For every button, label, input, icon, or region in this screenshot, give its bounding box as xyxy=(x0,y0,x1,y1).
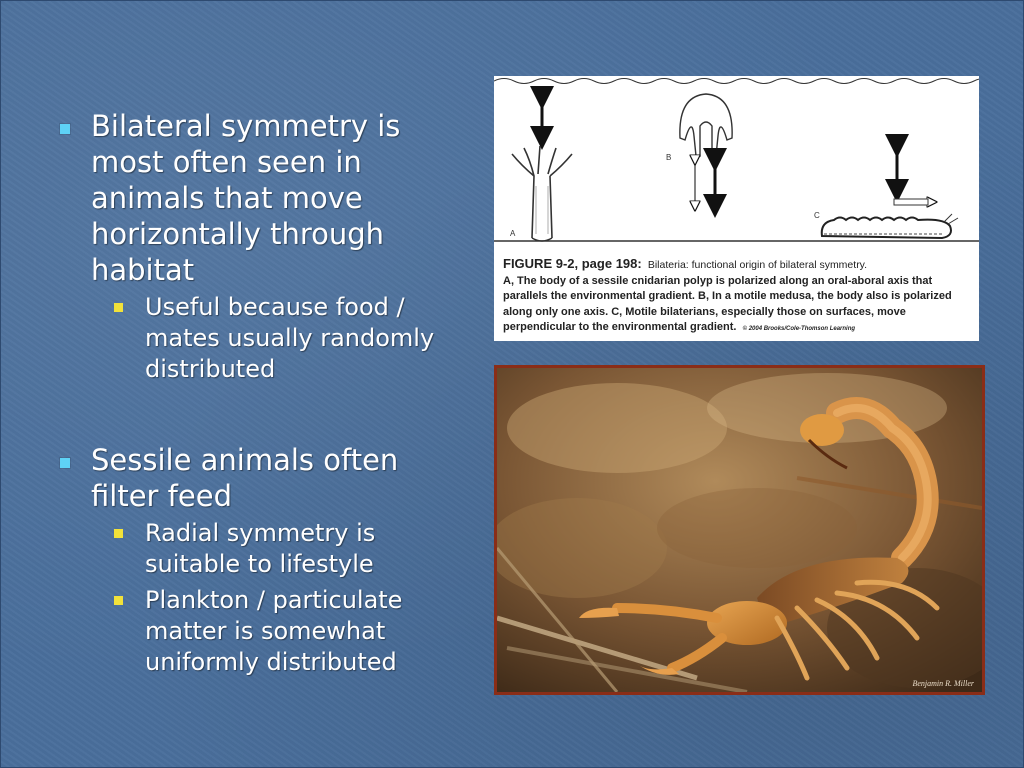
sub-bullet-item xyxy=(114,518,460,580)
water-surface-line xyxy=(494,79,979,84)
figure-label-a: A xyxy=(510,229,516,238)
figure-caption xyxy=(503,256,973,338)
caption-line: A, The body of a sessile cnidarian polyp is polarized along an oral-aboral axis that xyxy=(503,274,933,287)
sub-bullet-marker xyxy=(114,303,123,312)
bullet-item xyxy=(60,442,460,514)
bullet-item xyxy=(60,108,460,288)
bullet-text: Bilateral symmetry is most often seen in animals that move horizontally through habitat xyxy=(91,109,401,287)
photo-credit: Benjamin R. Miller xyxy=(912,679,974,688)
caption-subtitle: Bilateria: functional origin of bilateral symmetry. xyxy=(647,259,868,271)
scorpion-photo-image xyxy=(497,368,982,692)
polyp-drawing xyxy=(512,98,572,241)
medusa-drawing xyxy=(680,94,732,206)
scorpion-photo xyxy=(494,365,985,695)
caption-line: along only one axis. C, Motile bilaterians, especially those on surfaces, move xyxy=(503,305,906,318)
caption-credit: © 2004 Brooks/Cole-Thomson Learning xyxy=(742,326,856,332)
caption-line: perpendicular to the environmental gradient. xyxy=(503,321,737,333)
bullet-list xyxy=(60,108,460,678)
caption-title: FIGURE 9-2, page 198: xyxy=(503,256,642,271)
sub-bullet-text: Radial symmetry is suitable to lifestyle xyxy=(145,519,376,578)
caption-line: parallels the environmental gradient. B, In a motile medusa, the body also is polarized xyxy=(503,290,952,302)
symmetry-figure xyxy=(494,76,979,341)
sub-bullet-text: Plankton / particulate matter is somewhat uniformly distributed xyxy=(145,586,403,676)
bullet-text: Sessile animals often filter feed xyxy=(91,443,399,513)
figure-label-c: C xyxy=(814,211,820,220)
crawler-drawing xyxy=(822,146,958,238)
sub-bullet-marker xyxy=(114,596,123,605)
sub-bullet-item xyxy=(114,292,460,385)
bullet-marker xyxy=(60,458,70,468)
sub-bullet-marker xyxy=(114,529,123,538)
bullet-marker xyxy=(60,124,70,134)
sub-bullet-text: Useful because food / mates usually randomly distributed xyxy=(145,293,435,383)
sub-bullet-item xyxy=(114,585,460,678)
figure-label-b: B xyxy=(666,153,672,162)
